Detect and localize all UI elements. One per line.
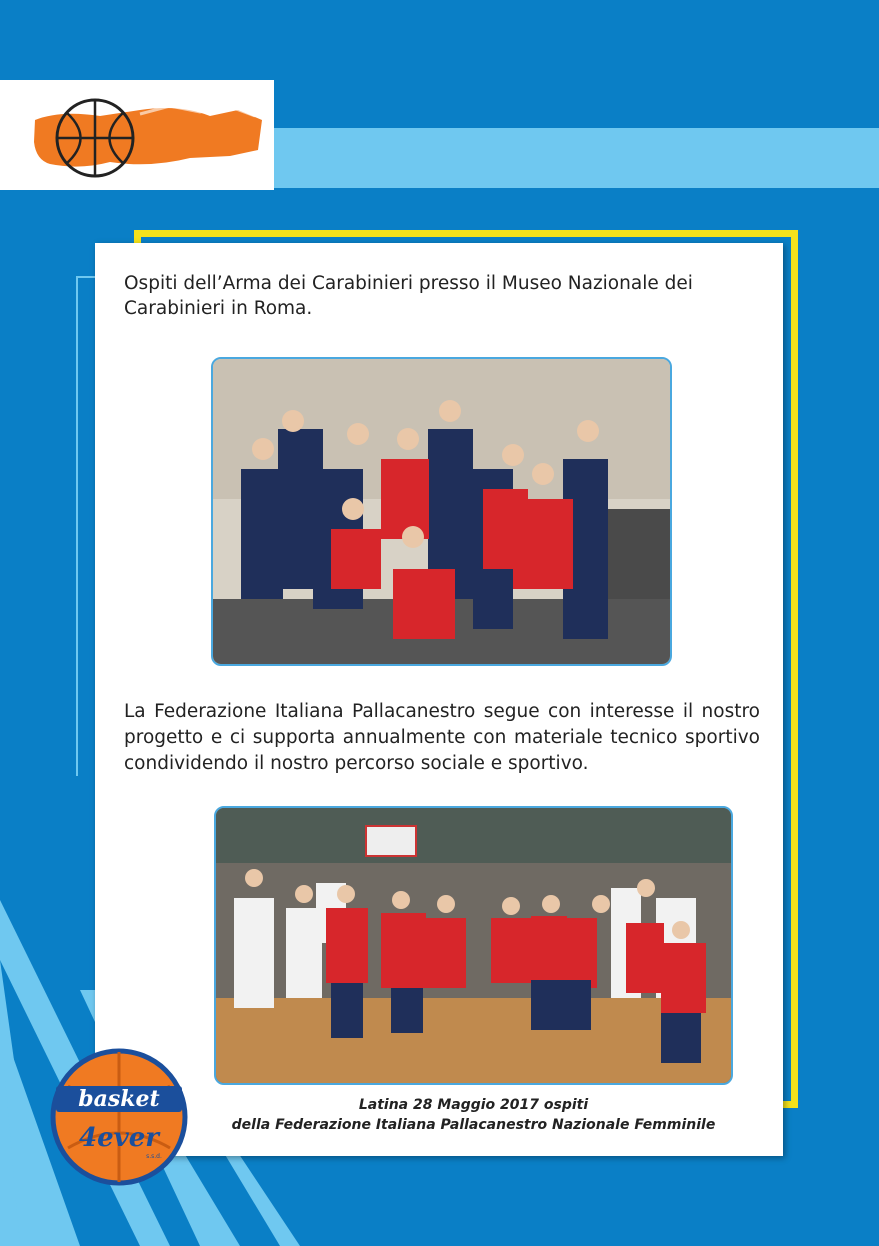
svg-text:s.s.d.: s.s.d.	[146, 1153, 162, 1160]
basketball-brush-logo-icon	[0, 80, 274, 190]
svg-text:basket: basket	[78, 1086, 160, 1112]
paragraph-carabinieri: Ospiti dell’Arma dei Carabinieri presso il Museo Nazionale dei Carabinieri in Roma.	[124, 273, 693, 319]
photo-carabinieri-museum	[211, 357, 672, 666]
frame-accent-vertical	[76, 276, 78, 776]
frame-accent-line	[76, 276, 96, 278]
group-photo-icon	[213, 359, 670, 664]
svg-text:4ever: 4ever	[79, 1123, 159, 1153]
photo-basketball-court	[214, 806, 733, 1085]
basket-4ever-logo-icon	[48, 1046, 190, 1188]
logo-header-box	[0, 80, 274, 190]
photo-caption	[214, 1095, 733, 1135]
caption-line-1: Latina 28 Maggio 2017 ospiti	[358, 1097, 589, 1113]
caption-line-2: della Federazione Italiana Pallacanestro Nazionale Femminile	[231, 1117, 716, 1133]
team-photo-icon	[216, 808, 731, 1083]
paragraph-federazione: La Federazione Italiana Pallacanestro segue con interesse il nostro progetto e ci supporta annualmente con materiale tecnico sportivo condividendo il nostro percorso sociale e sportivo.	[124, 701, 760, 774]
